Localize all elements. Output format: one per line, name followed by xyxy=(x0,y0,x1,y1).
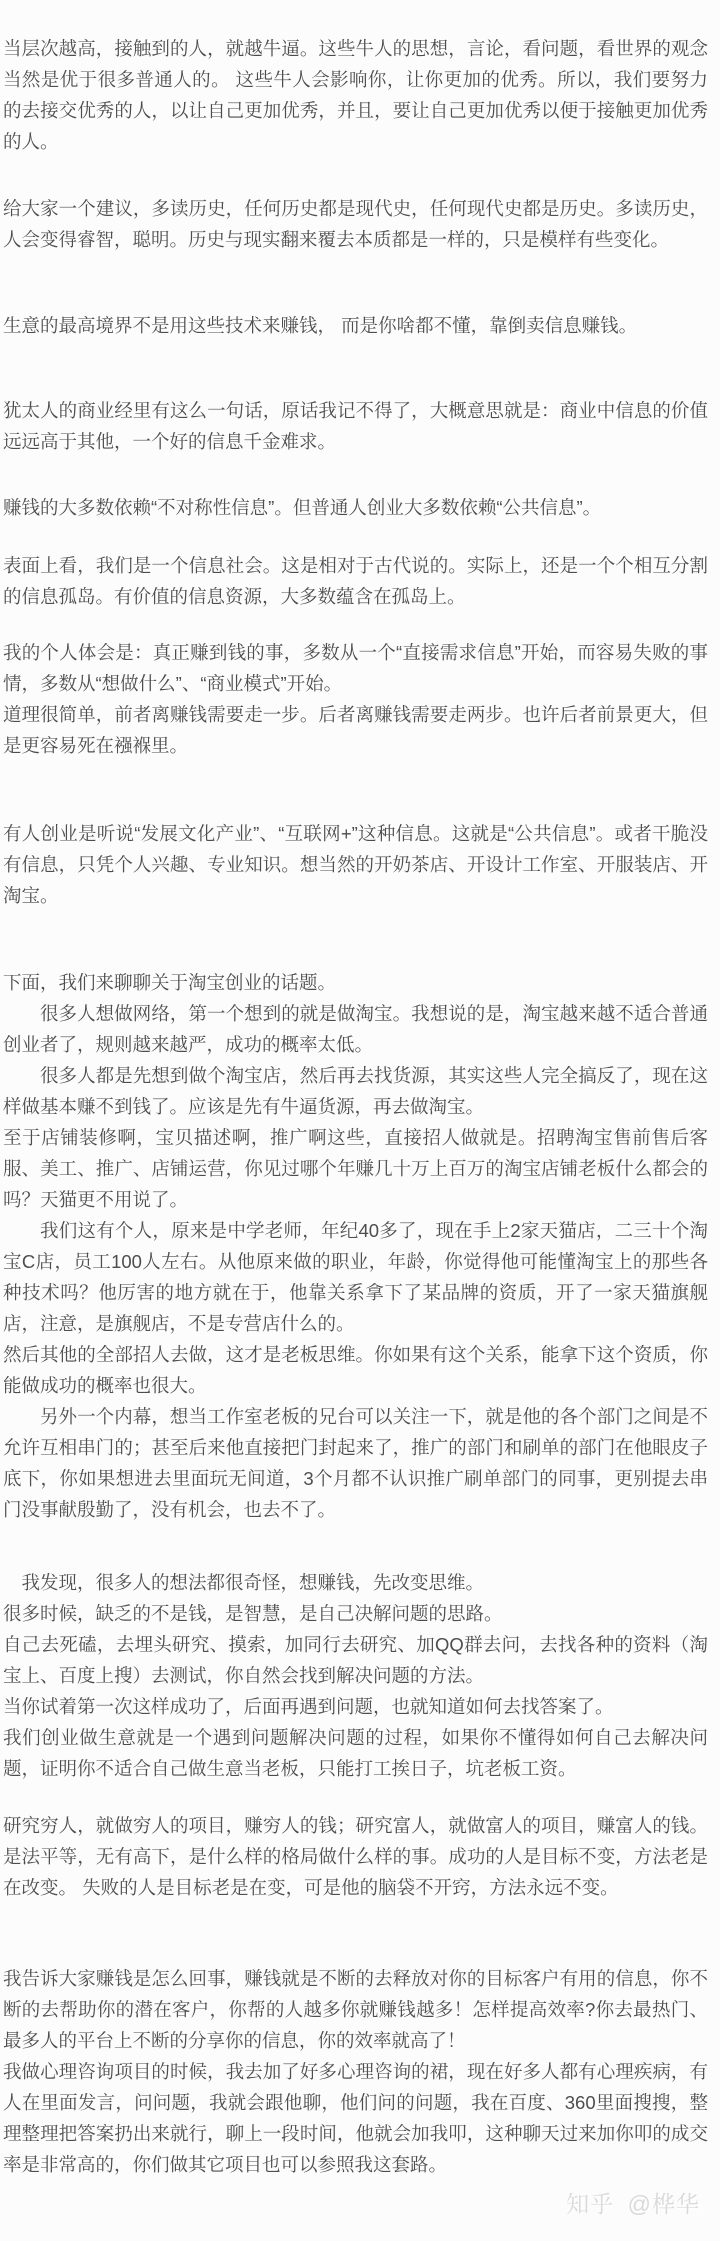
paragraph: 研究穷人，就做穷人的项目，赚穷人的钱；研究富人，就做富人的项目，赚富人的钱。是法平等，无有高下，是什么样的格局做什么样的事。成功的人是目标不变，方法老是在改变。 失败的人是目标老是在变，可是他的脑袋不开窍，方法永远不变。 xyxy=(3,1815,708,1898)
paragraph: 有人创业是听说“发展文化产业”、“互联网+”这种信息。这就是“公共信息”。或者干脆没有信息，只凭个人兴趣、专业知识。想当然的开奶茶店、开设计工作室、开服装店、开淘宝。 xyxy=(3,823,708,906)
paragraph: 很多人都是先想到做个淘宝店，然后再去找货源，其实这些人完全搞反了，现在这样做基本赚不到钱了。应该是先有牛逼货源，再去做淘宝。 xyxy=(3,1065,708,1117)
paragraph: 另外一个内幕，想当工作室老板的兄台可以关注一下，就是他的各个部门之间是不允许互相串门的；甚至后来他直接把门封起来了，推广的部门和刷单的部门在他眼皮子底下，你如果想进去里面玩无间道，3个月都不认识推广刷单部门的同事，更别提去串门没事献殷勤了，没有机会，也去不了。 xyxy=(3,1406,708,1520)
zhihu-watermark xyxy=(566,2186,700,2219)
paragraph: 很多时候，缺乏的不是钱，是智慧，是自己决解问题的思路。 xyxy=(3,1603,503,1624)
watermark-site-name: 知乎 xyxy=(566,2191,615,2217)
paragraph: 我的个人体会是：真正赚到钱的事，多数从一个“直接需求信息”开始，而容易失败的事情，多数从“想做什么”、“商业模式”开始。 xyxy=(3,642,708,694)
paragraph: 自己去死磕，去埋头研究、摸索，加同行去研究、加QQ群去问，去找各种的资料（淘宝上、百度上搜）去测试，你自然会找到解决问题的方法。 xyxy=(3,1634,708,1686)
paragraph: 然后其他的全部招人去做，这才是老板思维。你如果有这个关系，能拿下这个资质，你能做成功的概率也很大。 xyxy=(3,1344,708,1396)
paragraph: 犹太人的商业经里有这么一句话，原话我记不得了，大概意思就是：商业中信息的价值远远高于其他，一个好的信息千金难求。 xyxy=(3,400,708,452)
paragraph: 给大家一个建议，多读历史，任何历史都是现代史，任何现代史都是历史。多读历史，人会变得睿智，聪明。历史与现实翻来覆去本质都是一样的，只是模样有些变化。 xyxy=(3,198,708,250)
paragraph: 我告诉大家赚钱是怎么回事，赚钱就是不断的去释放对你的目标客户有用的信息，你不断的去帮助你的潜在客户，你帮的人越多你就赚钱越多！怎样提高效率?你去最热门、最多人的平台上不断的分享你的信息，你的效率就高了！ xyxy=(3,1968,708,2051)
watermark-author-handle: @桦华 xyxy=(627,2191,700,2217)
paragraph: 表面上看，我们是一个信息社会。这是相对于古代说的。实际上，还是一个个相互分割的信息孤岛。有价值的信息资源，大多数蕴含在孤岛上。 xyxy=(3,555,708,607)
paragraph: 下面，我们来聊聊关于淘宝创业的话题。 xyxy=(3,972,337,993)
paragraph: 我发现，很多人的想法都很奇怪，想赚钱，先改变思维。 xyxy=(21,1572,485,1593)
paragraph: 我们创业做生意就是一个遇到问题解决问题的过程，如果你不懂得如何自己去解决问题，证明你不适合自己做生意当老板，只能打工挨日子，坑老板工资。 xyxy=(3,1727,708,1779)
paragraph: 生意的最高境界不是用这些技术来赚钱， 而是你啥都不懂，靠倒卖信息赚钱。 xyxy=(3,315,638,336)
paragraph: 我们这有个人，原来是中学老师，年纪40多了，现在手上2家天猫店，二三十个淘宝C店，员工100人左右。从他原来做的职业，年龄，你觉得他可能懂淘宝上的那些各种技术吗？他厉害的地方就在于，他靠关系拿下了某品牌的资质，开了一家天猫旗舰店，注意，是旗舰店，不是专营店什么的。 xyxy=(3,1220,708,1334)
paragraph: 我做心理咨询项目的时候，我去加了好多心理咨询的裙，现在好多人都有心理疾病，有人在里面发言，问问题，我就会跟他聊，他们问的问题，我在百度、360里面搜搜，整理整理把答案扔出来就行，聊上一段时间，他就会加我叩，这种聊天过来加你叩的成交率是非常高的，你们做其它项目也可以参照我这套路。 xyxy=(3,2061,708,2175)
paragraph: 至于店铺装修啊，宝贝描述啊，推广啊这些，直接招人做就是。招聘淘宝售前售后客服、美工、推广、店铺运营，你见过哪个年赚几十万上百万的淘宝店铺老板什么都会的吗？天猫更不用说了。 xyxy=(3,1127,708,1210)
paragraph: 道理很简单，前者离赚钱需要走一步。后者离赚钱需要走两步。也许后者前景更大，但是更容易死在襁褓里。 xyxy=(3,704,708,756)
paragraph: 很多人想做网络，第一个想到的就是做淘宝。我想说的是，淘宝越来越不适合普通创业者了，规则越来越严，成功的概率太低。 xyxy=(3,1003,708,1055)
paragraph: 当层次越高，接触到的人，就越牛逼。这些牛人的思想，言论，看问题，看世界的观念当然是优于很多普通人的。 这些牛人会影响你，让你更加的优秀。所以，我们要努力的去接交优秀的人，以让自己更加优秀，并且，要让自己更加优秀以便于接触更加优秀的人。 xyxy=(3,38,708,152)
paragraph: 当你试着第一次这样成功了，后面再遇到问题，也就知道如何去找答案了。 xyxy=(3,1696,614,1717)
paragraph: 赚钱的大多数依赖“不对称性信息”。但普通人创业大多数依赖“公共信息”。 xyxy=(3,497,602,518)
